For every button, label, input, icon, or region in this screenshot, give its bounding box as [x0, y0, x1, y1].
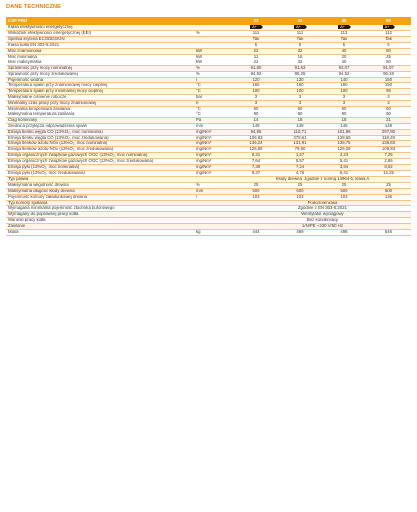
row-value — [278, 54, 322, 65]
row-value-text: 18 — [341, 117, 347, 122]
row-value — [366, 54, 411, 65]
row-value-text: 50 — [386, 48, 391, 53]
row-value-text: 7,25 — [384, 152, 393, 158]
row-value-text: 500 — [340, 188, 348, 193]
row-value-text: 25 — [386, 54, 391, 59]
row-value-text: 128,65 — [337, 135, 351, 140]
row-label-text: Pojemność komory załadunkowej drewna — [8, 194, 88, 199]
row-label-text: Moc znamionowa — [8, 48, 42, 53]
row-value-text: 8,31 — [251, 152, 261, 158]
row-value — [366, 107, 411, 118]
row-value — [278, 230, 322, 236]
row-value-text: 2,65 — [384, 158, 393, 164]
row-value-text: 5,57 — [295, 158, 305, 164]
row-label-text: Maksymalna długość kłody drewna — [8, 188, 75, 193]
row-label-text: Maksymalna temperatura zasilania — [8, 110, 75, 116]
row-label-text: Emisja pyłu (13%O₂, moc nominalna) — [8, 164, 80, 170]
header-model-name: CSP PRO — [6, 17, 194, 25]
row-value-text: 8,02 — [384, 164, 393, 170]
row-value-text: 149 — [252, 123, 260, 128]
row-value-text: 3 — [342, 100, 346, 106]
row-value-text: 9,37 — [251, 170, 261, 175]
row-unit — [194, 107, 234, 118]
row-value-text: 5 — [387, 42, 390, 48]
row-value-text: 90 — [341, 110, 347, 116]
row-value — [234, 54, 278, 65]
row-value-text: 90 — [386, 110, 391, 116]
row-value-text: 95,25 — [294, 71, 306, 76]
row-value-text: 2,23 — [339, 152, 349, 158]
row-label-text: Maksymalna wilgotność drewna — [8, 182, 69, 187]
row-label-text: Spełnia kryteria ECODESIGN — [8, 36, 65, 42]
row-value-text: 4,76 — [295, 170, 305, 175]
row-value-text: 118,28 — [382, 135, 395, 140]
row-label-text: Minimalna temperatura zasilania — [8, 106, 70, 112]
row-label — [6, 54, 194, 65]
row-label — [6, 230, 194, 236]
row-value-text: 50 — [386, 58, 391, 64]
row-label-text: Emisja tlenków azotu NOx (13%O₂, moc zredukowana) — [8, 146, 114, 152]
row-label-text: Emisja pyłu (13%O₂, moc zredukowana) — [8, 170, 85, 175]
row-value-text: 113 — [340, 30, 348, 36]
row-unit-text: °C — [196, 106, 201, 112]
row-value-text: 3 — [298, 94, 302, 100]
row-value — [234, 107, 278, 118]
row-value-text: 91,80 — [250, 65, 262, 70]
row-value-text: 25 — [341, 182, 347, 187]
row-unit-text: % — [196, 65, 200, 70]
row-value-text: 103 — [252, 194, 260, 199]
row-value-text: 14 — [253, 117, 259, 122]
row-value-span: Kłody drewna, zgodnie z normą 14964-5, klasa A — [234, 176, 411, 182]
row-label-text: Wymagana minimalna pojemność zbiornika buforowego — [8, 205, 115, 211]
row-value-text: 94,95 — [250, 129, 262, 134]
row-label-text: Ciąg kominowy — [8, 117, 38, 122]
row-value-text: 22 — [253, 58, 259, 64]
row-value-span: Bez kondensacji — [234, 218, 411, 224]
table-row — [6, 129, 411, 135]
row-value-text: 90 — [253, 110, 259, 116]
technical-data-table — [6, 17, 411, 236]
row-value-text: 3 — [254, 94, 258, 100]
header-model-size: 50 — [366, 17, 411, 25]
row-label-text: Emisja organicznych związków gazowych OGC (13%O₂, moc nominalna) — [8, 152, 148, 158]
row-value-text: 25 — [386, 182, 391, 187]
row-unit-text: mg/Nm³ — [196, 170, 212, 175]
row-unit-text: % — [196, 30, 200, 36]
energy-class-badge: A+ — [294, 25, 305, 29]
row-label-text: Emisja tlenku węgla CO (13%O₂, moc zredukowana) — [8, 135, 109, 140]
row-value-text: Tak — [252, 36, 260, 42]
row-unit-text: % — [196, 182, 200, 187]
row-label-text: Emisja tlenków azotu NOx (13%O₂, moc nominalna) — [8, 140, 108, 146]
row-value-text: 1,67 — [295, 152, 305, 158]
row-value — [322, 107, 366, 118]
row-value-text: 297,90 — [381, 129, 396, 134]
row-value-text: 25 — [297, 182, 303, 187]
row-value-text: 130 — [296, 77, 304, 82]
row-value-text: 131,91 — [293, 140, 307, 146]
row-value-text: 3,94 — [339, 164, 349, 170]
header-unit — [194, 17, 234, 25]
row-label-text: Zasilanie — [8, 223, 26, 229]
row-unit-text: mg/Nm³ — [196, 158, 212, 164]
row-value-text: 103 — [340, 194, 348, 199]
row-value-text: 112 — [385, 30, 392, 36]
row-label-text: Masa — [8, 229, 19, 235]
row-value-text: 3 — [387, 100, 390, 106]
row-label — [6, 107, 194, 118]
row-value-text: 100 — [296, 88, 304, 94]
energy-class-badge: A+ — [383, 25, 394, 29]
row-unit-text: mm — [196, 123, 204, 128]
row-label-text: Pojemność wodna — [8, 77, 44, 82]
row-label-text: Wymagany do poprawnej pracy kotła — [8, 211, 79, 217]
row-label-text: Sprawność przy mocy nominalnej — [8, 65, 73, 70]
row-value-text: 60 — [253, 106, 259, 112]
row-value-text: 3 — [387, 94, 390, 100]
row-value-text: 91,63 — [294, 65, 306, 70]
row-value-text: 60 — [386, 106, 391, 112]
row-label-text: Warunki pracy kotła — [8, 217, 46, 223]
row-unit-text: mm — [196, 188, 204, 193]
row-label-text: Sprawność przy mocy zredukowanej — [8, 71, 78, 76]
row-value-text: 60 — [297, 106, 303, 112]
row-value-text: 111 — [296, 30, 304, 36]
row-value — [322, 230, 366, 236]
row-value-text: 20 — [341, 54, 347, 59]
row-value-text: 5,41 — [339, 158, 349, 164]
row-unit-text: l — [196, 194, 197, 199]
row-value-text: 40 — [341, 58, 347, 64]
row-value-text: 120 — [252, 77, 260, 82]
row-value-text: 11 — [253, 54, 259, 59]
row-value-text: 110,71 — [293, 129, 307, 134]
row-value-text: 3 — [342, 94, 346, 100]
row-unit-text: kW — [196, 54, 203, 59]
table-row — [6, 147, 411, 153]
row-value-text: 106,63 — [249, 135, 263, 140]
row-value-text: 95 — [386, 88, 391, 94]
row-value-text: 21 — [386, 117, 391, 122]
row-value-text: 135,83 — [381, 140, 396, 146]
row-value-text: 139,75 — [337, 140, 351, 146]
row-unit-text: mg/Nm³ — [196, 140, 212, 146]
row-value-text: 25 — [253, 182, 259, 187]
row-value-text: 32 — [297, 48, 303, 53]
row-value-text: 6,41 — [339, 170, 349, 175]
row-unit — [194, 54, 234, 65]
row-unit-text: mg/Nm³ — [196, 152, 212, 158]
row-unit-text: °C — [196, 88, 201, 94]
row-value-text: Tak — [296, 36, 304, 42]
row-value-text: 100 — [340, 88, 348, 94]
row-value-text: 95,18 — [383, 71, 394, 76]
row-value-text: 546 — [384, 229, 393, 235]
row-value-text: 150 — [384, 82, 393, 88]
row-value-text: 22 — [253, 48, 259, 53]
row-value-text: 150 — [384, 77, 393, 82]
row-value-text: 3 — [254, 100, 258, 106]
energy-class-badge: A+ — [250, 25, 261, 29]
row-value-text: 32 — [297, 58, 303, 64]
row-value — [322, 54, 366, 65]
row-value-text: 18 — [297, 117, 303, 122]
row-label-text: Maksymalne ciśnienie robocze — [8, 94, 67, 100]
row-value-text: 60 — [341, 106, 347, 112]
row-value — [366, 230, 411, 236]
row-value-text: 136 — [384, 194, 393, 199]
row-label-text: Klasa efektywności energetycznej — [8, 25, 73, 30]
row-unit-text: Pa — [196, 117, 202, 122]
row-value-text: 140 — [340, 77, 348, 82]
row-unit-text: kW — [196, 48, 203, 53]
row-value-text: 126,89 — [249, 146, 263, 152]
row-unit-text: % — [196, 71, 200, 76]
row-value-text: 136,24 — [249, 140, 263, 146]
row-label-text: Klasa kotła EN 303-5:2021 — [8, 42, 60, 48]
row-unit-text: °C — [196, 110, 201, 116]
row-value-text: 165 — [252, 82, 260, 88]
energy-class-badge: A+ — [338, 25, 349, 29]
row-value-text: 7,24 — [295, 164, 305, 170]
row-value-text: 498 — [340, 229, 348, 235]
row-value-text: 100 — [252, 88, 260, 94]
table-row — [6, 107, 411, 118]
row-label-text: Moc maksymalna — [8, 58, 42, 64]
row-value-text: 16 — [297, 54, 303, 59]
row-value-text: 111 — [252, 30, 260, 36]
row-value-text: 444 — [252, 229, 260, 235]
row-value-span: Zgodnie z EN 303-5:2021 — [234, 206, 411, 212]
row-value-text: 160 — [296, 82, 304, 88]
row-value-text: 126,28 — [337, 146, 351, 152]
page-title: DANE TECHNICZNE — [6, 4, 61, 10]
row-value-text: 149 — [384, 123, 393, 128]
row-value-text: 5 — [342, 42, 346, 48]
row-value-text: 7,64 — [251, 158, 261, 164]
row-value-text: 378,61 — [293, 135, 307, 140]
row-label-text: Średnica przyłącza odprowadzenia spalin — [8, 123, 88, 128]
row-unit-text: °C — [196, 82, 201, 88]
row-value-text: 149 — [340, 123, 348, 128]
row-value-text: Tak — [385, 36, 392, 42]
row-value — [278, 107, 322, 118]
table-row — [6, 230, 411, 236]
row-value-text: 103 — [296, 194, 304, 199]
row-label-text: Emisja organicznych związków gazowych OGC (13%O₂, moc zredukowana) — [8, 158, 154, 164]
row-label-text: Wskaźnik efektywności energetycznej (EEI) — [8, 30, 92, 36]
row-unit-text: l — [196, 77, 197, 82]
row-value — [234, 230, 278, 236]
row-value-text: 94,92 — [250, 71, 262, 76]
row-value-span: 1/N/PE ~230 V/50 Hz — [234, 224, 411, 230]
header-model-size: 40 — [322, 17, 366, 25]
row-value-text: 94,52 — [338, 71, 350, 76]
header-model-size: 32 — [278, 17, 322, 25]
header-model-size: 22 — [234, 17, 278, 25]
row-value-span: Podciśnieniowa — [234, 200, 411, 206]
row-label-text: Temperatura spalin przy minimalnej mocy cieplnej — [8, 88, 103, 94]
row-value-text: 5 — [254, 42, 258, 48]
row-unit-text: kg — [196, 229, 201, 235]
row-value-text: 3 — [298, 100, 302, 106]
table-row — [6, 54, 411, 65]
row-value-text: 93,07 — [338, 65, 350, 70]
row-value-text: 101,96 — [337, 129, 351, 134]
row-value-text: 150 — [340, 82, 348, 88]
row-value-text: 79,60 — [294, 146, 306, 152]
row-value-text: 5 — [298, 42, 302, 48]
row-value-text: 109,83 — [381, 146, 396, 152]
row-unit-text: mg/Nm³ — [196, 129, 212, 134]
row-unit-text: bar — [196, 94, 203, 100]
row-value-text: 91,97 — [383, 65, 394, 70]
row-unit-text: mg/Nm³ — [196, 135, 212, 140]
row-label-text: Emisja tlenku węgla CO (13%O₂, moc nominalna) — [8, 129, 103, 134]
row-label-text: Typ paliwa — [8, 176, 29, 181]
row-label-text: Moc minimalna — [8, 54, 37, 59]
row-value-text: 149 — [296, 123, 304, 128]
row-value-text: 7,39 — [251, 164, 261, 170]
row-unit-text: mg/Nm³ — [196, 164, 212, 170]
row-value-text: 469 — [296, 229, 304, 235]
row-value-text: 500 — [384, 188, 393, 193]
row-unit — [194, 230, 234, 236]
row-value-text: 12,25 — [383, 170, 394, 175]
row-value-span: Wentylator wyciągowy — [234, 212, 411, 218]
row-value-text: 90 — [297, 110, 303, 116]
table-row — [6, 141, 411, 147]
row-value-text: 40 — [341, 48, 347, 53]
row-unit-text: mg/Nm³ — [196, 146, 212, 152]
row-value-text: 500 — [252, 188, 260, 193]
row-unit-text: h — [196, 100, 199, 106]
row-value-text: 500 — [296, 188, 304, 193]
row-value-text: Tak — [340, 36, 348, 42]
row-label-text: Temperatura spalin przy znamionowej mocy cieplnej — [8, 82, 108, 88]
table-header-row — [6, 17, 411, 25]
row-unit-text: kW — [196, 58, 203, 64]
row-label-text: Minimalny czas pracy przy mocy znamionowej — [8, 100, 97, 106]
row-label-text: Typ komory spalania — [8, 200, 48, 205]
